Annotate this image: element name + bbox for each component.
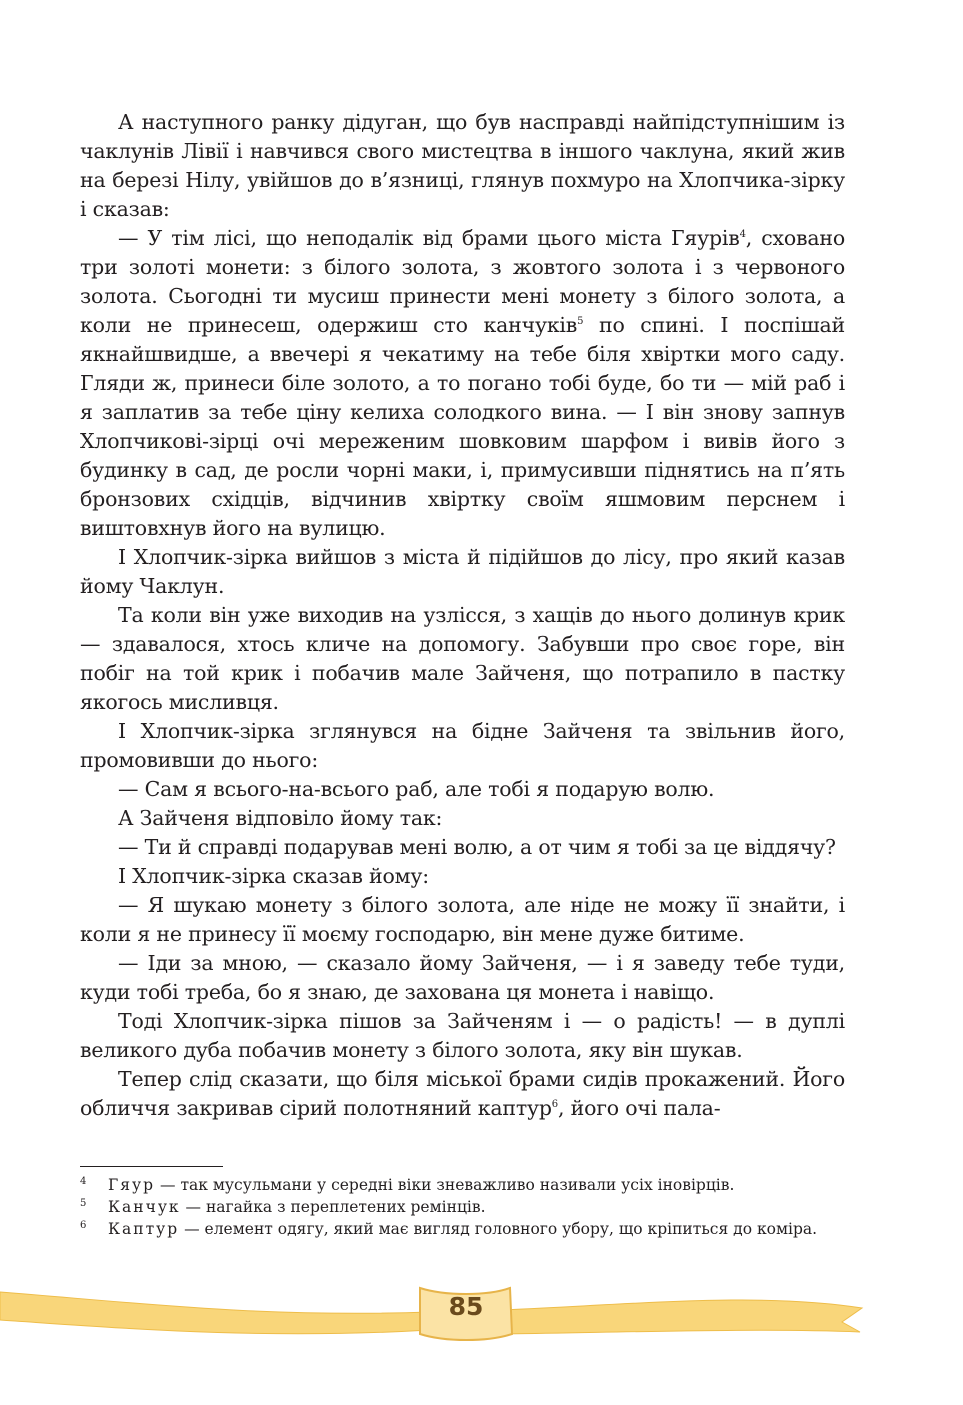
- paragraph: Та коли він уже виходив на узлісся, з хащів до нього долинув крик — здавалося, хтось кличе на допомогу. Забувши про своє горе, він побіг на той крик і побачив мале Зайченя, що потрапило в пастку якогось мисливця.: [80, 603, 845, 714]
- paragraph: — Я шукаю монету з білого золота, але ніде не можу її знайти, і коли я не принесу її моєму господарю, він мене дуже битиме.: [80, 893, 845, 946]
- main-text: [80, 108, 845, 1123]
- paragraph: — Ти й справді подарував мені волю, а от чим я тобі за це віддячу?: [118, 835, 836, 859]
- paragraph: І Хлопчик-зірка сказав йому:: [118, 864, 429, 888]
- footnote-mark: 5: [577, 316, 584, 327]
- paragraph: Тоді Хлопчик-зірка пішов за Зайченям і — о радість! — в дуплі великого дуба побачив монету з білого золота, яку він шукав.: [80, 1009, 845, 1062]
- footnote-term: Канчук: [108, 1198, 181, 1216]
- footnote: [80, 1196, 845, 1218]
- paragraph: А наступного ранку дідуган, що був насправді найпідступнішим із чаклунів Лівії і навчився свого мистецтва в іншого чаклуна, який жив на березі Нілу, увійшов до в’язниці, глянув похмуро на Хлопчика-зірку і сказав:: [80, 110, 845, 221]
- footnote-term: Гяур: [108, 1176, 156, 1194]
- footnote-number: 5: [80, 1198, 87, 1209]
- page-number: 85: [448, 1292, 484, 1321]
- footnote-text: — елемент одягу, який має вигляд головного убору, що кріпиться до коміра.: [179, 1220, 818, 1238]
- paragraph-text: — У тім лісі, що неподалік від брами цього міста Гяурів: [118, 226, 740, 250]
- paragraph: — Сам я всього-на-всього раб, але тобі я подарую волю.: [118, 777, 715, 801]
- paragraph: І Хлопчик-зірка вийшов з міста й підійшов до лісу, про який казав йому Чаклун.: [80, 545, 845, 598]
- paragraph: — Іди за мною, — сказало йому Зайченя, — і я заведу тебе туди, куди тобі треба, бо я знаю, де захована ця монета і навіщо.: [80, 951, 845, 1004]
- page-ribbon: [0, 1268, 963, 1378]
- footnote-text: — так мусульмани у середні віки зневажливо називали усіх іновірців.: [155, 1176, 735, 1194]
- paragraph: І Хлопчик-зірка зглянувся на бідне Зайченя та звільнив його, промовивши до нього:: [80, 719, 845, 772]
- footnote: [80, 1174, 845, 1196]
- paragraph: [80, 224, 845, 543]
- footnote-number: 4: [80, 1176, 87, 1187]
- ribbon-band: [0, 1292, 430, 1334]
- footnote-number: 6: [80, 1220, 87, 1231]
- paragraph: А Зайченя відповіло йому так:: [118, 806, 443, 830]
- ribbon-band: [502, 1300, 862, 1334]
- paragraph-text: , сховано три золоті монети: з білого золота, з жовтого золота і з червоного золота. Сьогодні ти мусиш принести мені монету з білого золота, а коли не принесеш, одержиш сто канчуків: [80, 226, 845, 337]
- footnote-mark: 4: [739, 229, 746, 240]
- footnote-text: — нагайка з переплетених ремінців.: [180, 1198, 486, 1216]
- paragraph-text: , його очі пала-: [557, 1096, 721, 1120]
- footnote: [80, 1218, 845, 1240]
- footnote-mark: 6: [551, 1099, 558, 1110]
- footnotes: [80, 1174, 845, 1240]
- footnote-term: Каптур: [108, 1220, 180, 1238]
- paragraph-text: Тепер слід сказати, що біля міської брами сидів прокажений. Його обличчя закривав сірий полотняний каптур: [80, 1067, 845, 1120]
- paragraph: [80, 1065, 845, 1123]
- paragraph-text: по спині. І поспішай якнайшвидше, а ввечері я чекатиму на тебе біля хвіртки мого саду. Гляди ж, принеси біле золото, а то погано тобі буде, бо ти — мій раб і я заплатив за тебе ціну келиха солодкого вина. — І він знову запнув Хлопчикові-зірці очі мереженим шовковим шарфом і вивів його з будинку в сад, де росли чорні маки, і, примусивши піднятись на п’ять бронзових східців, відчинив хвіртку своїм яшмовим перснем і виштовхнув його на вулицю.: [80, 313, 845, 540]
- footnote-divider: [80, 1166, 223, 1167]
